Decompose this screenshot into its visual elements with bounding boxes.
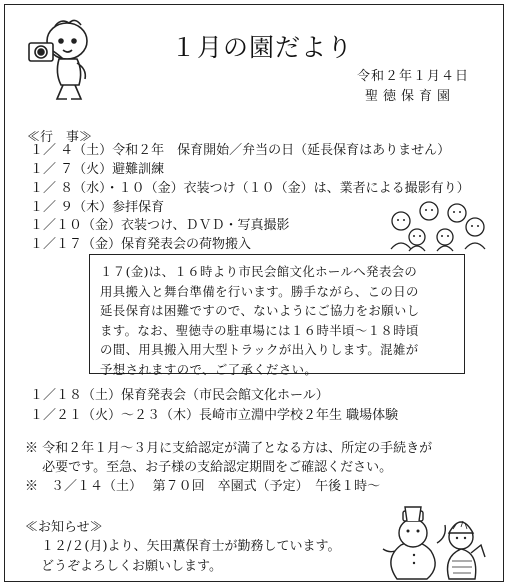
event-item: １／１７（金）保育発表会の荷物搬入: [30, 237, 252, 252]
event-item: １／１８（土）保育発表会（市民会館文化ホール）: [30, 388, 329, 403]
note-line: 必要です。至急、お子様の支給認定期間をご確認ください。: [25, 460, 393, 475]
children-group-illustration: [383, 197, 491, 253]
note-line: ※ 令和２年１月～３月に支給認定が満了となる方は、所定の手続きが: [25, 441, 433, 456]
event-item: １／ ４（土）令和２年 保育開始／弁当の日（延長保育はありません）: [30, 143, 451, 158]
child-with-camera-illustration: [23, 13, 97, 105]
oshirase-heading: ≪お知らせ≫: [25, 520, 103, 535]
event-item: １／ ９（木）参拝保育: [30, 200, 165, 215]
snowman-illustration: [377, 503, 497, 581]
event-item: １／２１（火）～２３（木）長崎市立淵中学校２年生 職場体験: [30, 408, 399, 423]
newsletter-page: [4, 4, 504, 582]
notice-line: ます。なお、聖徳寺の駐車場には１６時半頃～１８時頃: [100, 322, 419, 338]
event-item: １／ ７（火）避難訓練: [30, 162, 165, 177]
event-item: １／ ８（水）・１０（金）衣装つけ（１０（金）は、業者による撮影有り）: [30, 181, 470, 196]
notice-line: １７(金)は、１６時より市民会館文化ホールへ発表会の: [100, 264, 418, 279]
oshirase-line: どうぞよろしくお願いします。: [41, 559, 222, 574]
notice-line: 用具搬入と舞台準備を行います。勝手ながら、この日の: [100, 283, 419, 299]
notice-line: 延長保育は困難ですので、ないようにご協力をお願いし: [100, 303, 420, 319]
note-line: ※ ３／１４（土） 第７０回 卒園式（予定） 午後１時～: [25, 479, 381, 494]
issue-date: 令和２年１月４日: [357, 69, 470, 84]
page-title: １月の園だより: [171, 33, 354, 62]
notice-line: 予想されますので、ご了承ください。: [100, 361, 318, 377]
notice-box: [89, 254, 465, 377]
events-heading: ≪行 事≫: [27, 130, 93, 145]
event-item: １／１０（金）衣装つけ、ＤＶＤ・写真撮影: [30, 218, 290, 233]
oshirase-line: １２/２(月)より、矢田薫保育士が勤務しています。: [41, 539, 341, 554]
school-name: 聖徳保育園: [365, 89, 456, 104]
notice-line: の間、用具搬入用大型トラックが出入りします。混雑が: [100, 342, 419, 358]
